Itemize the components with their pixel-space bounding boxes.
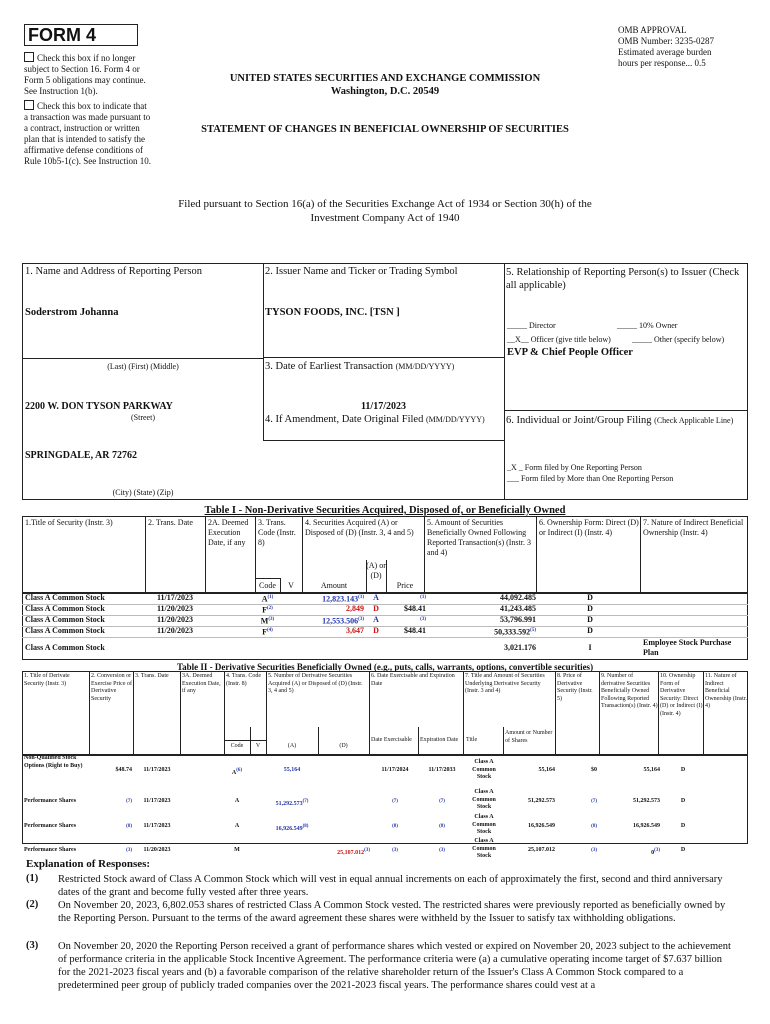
t2-underlying-amount: 55,164 (538, 767, 555, 773)
box4-label-text: 4. If Amendment, Date Original Filed (265, 414, 424, 425)
footnote-ref[interactable]: (5) (530, 628, 536, 633)
footnote-ref[interactable]: (7) (591, 799, 597, 804)
omb-line-1: OMB APPROVAL (618, 25, 687, 35)
t1-owned (452, 626, 536, 638)
t2-trans-code (224, 823, 250, 831)
relationship-officer: __X__ Officer (give title below) (507, 335, 611, 344)
t1-h6: 6. Ownership Form: Direct (D) or Indirect (I) (Instr. 4) (539, 518, 639, 537)
t2-trans-code (224, 847, 250, 855)
omb-approval (618, 25, 748, 69)
t2-code-text: A (234, 798, 240, 804)
t2-expiration-date (420, 767, 464, 775)
t2-owned-text: 55,164 (643, 767, 660, 773)
reporting-person-name: Soderstrom Johanna (25, 307, 119, 318)
footnote-ref[interactable]: (7) (392, 799, 398, 804)
table2-row (22, 815, 748, 839)
t1-amount-text: 12,553.506 (322, 616, 359, 626)
t2-conversion-price (89, 798, 132, 809)
t1-amount (302, 604, 364, 614)
t2-price-text: $0 (591, 767, 597, 773)
t1-a-or-d: A (373, 615, 379, 624)
explanation-note-number: (2) (26, 899, 39, 910)
t1-amount-text: 2,849 (346, 604, 364, 613)
t1-trans-code (255, 604, 280, 616)
reporting-city: SPRINGDALE, AR 72762 (25, 450, 137, 461)
t1-h7: 7. Nature of Indirect Beneficial Ownership (Instr. 4) (643, 518, 744, 537)
t2-acquired (266, 798, 318, 809)
t1-sub-v: V (288, 581, 294, 590)
checkbox-square-icon[interactable] (24, 100, 34, 110)
explanation-note-number: (3) (26, 940, 39, 951)
t1-h4: 4. Securities Acquired (A) or Disposed of (D) (Instr. 3, 4 and 5) (305, 518, 414, 537)
t2-exer-text: 11/17/2024 (381, 767, 409, 773)
t2-h3: 3. Trans. Date (135, 673, 169, 679)
checkbox2-text: Check this box to indicate that a transaction was made pursuant to a contract, instruction or written plan that is intended to satisfy the affirmative defense conditions of Rule 10b5-1(c). See Instruction 10. (24, 101, 151, 166)
t2-expiration-date (420, 798, 464, 809)
agency-name: UNITED STATES SECURITIES AND EXCHANGE COMMISSION (229, 73, 541, 84)
t2-conversion-price (89, 767, 132, 775)
t1-trans-date: 11/17/2023 (156, 593, 193, 602)
footnote-ref[interactable]: (7) (126, 799, 132, 804)
explanation-note-text: Restricted Stock award of Class A Common Stock which will vest in equal annual increments on each of approximately the first, second and third anniversary dates of the grant and become fully vested after three years. (58, 874, 723, 898)
t2-sub-a: (A) (287, 743, 297, 749)
t1-price (386, 604, 426, 614)
t2-acquired-text: 55,164 (283, 767, 301, 773)
t1-ownership-form: D (587, 604, 593, 613)
t2-ownership-form: D (680, 798, 686, 804)
footnote-ref[interactable]: (8) (591, 824, 597, 829)
t1-code-text: A (261, 594, 268, 604)
omb-line-3: Estimated average burden (618, 47, 712, 57)
box1-label: 1. Name and Address of Reporting Person (25, 266, 203, 277)
t1-price-text: $48.41 (404, 604, 426, 613)
table1-row (22, 638, 748, 660)
relationship-ten-pct: _____ 10% Owner (617, 321, 678, 330)
t2-acquired (266, 823, 318, 834)
footnote-ref[interactable]: (8) (126, 824, 132, 829)
explanation-note-text: On November 20, 2020 the Reporting Person received a grant of performance shares which vested or expired on November 20, 2023 subject to the achievement of performance criteria in the applicable Stock Incentive Agreement. The performance criteria were (a) a cumulative operating income target of $7.637 billion for the 2021-2023 fiscal years and (b) a favorable comparison of the relative shareholder return of the Issuer's Class A Common Stock compared to a predetermined peer group of publicly traded companies over the 2021-2023 fiscal years. The performance shares could vest at a (58, 941, 731, 991)
t2-disposed-text: 25,107.012 (337, 850, 365, 856)
t1-h3: 3. Trans. Code (Instr. 8) (258, 518, 296, 547)
t2-owned (602, 798, 660, 806)
t1-h2: 2. Trans. Date (148, 518, 193, 527)
t2-conv-text: $48.74 (115, 767, 132, 773)
checkbox-no-longer-subject[interactable] (24, 52, 152, 97)
t1-amount (302, 593, 364, 605)
t2-disposed (318, 847, 370, 858)
t2-expiration-date (420, 847, 464, 858)
t2-date-exercisable (371, 823, 419, 834)
t1-price (386, 593, 426, 605)
t2-ownership-form: D (680, 767, 686, 773)
officer-title: EVP & Chief People Officer (507, 347, 633, 358)
t2-owned (602, 823, 660, 831)
t1-trans-code (255, 615, 280, 627)
t1-owned (452, 643, 536, 653)
t2-h9: 9. Number of derivative Securities Beneficially Owned Following Reported Transaction(s) (Instr. 4) (601, 673, 658, 709)
t1-a-or-d: D (373, 604, 379, 613)
checkbox-square-icon[interactable] (24, 52, 34, 62)
street-label: (Street) (131, 413, 155, 422)
table1-title: Table I - Non-Derivative Securities Acquired, Disposed of, or Beneficially Owned (204, 505, 566, 516)
t2-sub-code: Code (230, 743, 244, 749)
t2-date-exercisable (371, 798, 419, 809)
t1-ownership-form: D (587, 615, 593, 624)
t1-owned (452, 593, 536, 603)
t2-trans-date: 11/17/2023 (143, 767, 171, 773)
footnote-ref[interactable]: (3) (364, 848, 370, 853)
footnote-ref[interactable]: (3) (591, 848, 597, 853)
footnote-ref[interactable]: (7) (302, 799, 309, 804)
box6-label-text: 6. Individual or Joint/Group Filing (506, 415, 652, 426)
t2-exp-text: 11/17/2033 (428, 767, 456, 773)
box3-format: (MM/DD/YYYY) (395, 362, 455, 371)
footnote-ref[interactable]: (3) (126, 848, 132, 853)
agency-location: Washington, D.C. 20549 (330, 86, 440, 97)
t1-ownership-form: D (587, 593, 593, 602)
t1-owned-text: 44,092.485 (500, 593, 536, 602)
t1-owned (452, 604, 536, 614)
t2-derivative-title: Performance Shares (24, 823, 77, 829)
t2-owned-text: 51,292.573 (633, 798, 660, 804)
explanation-title: Explanation of Responses: (26, 858, 151, 870)
t1-h2a: 2A. Deemed Execution Date, if any (208, 518, 249, 547)
relationship-other: _____ Other (specify below) (632, 335, 725, 344)
t1-ownership-form: I (588, 643, 592, 652)
filing-more-persons: ___ Form filed by More than One Reporting Person (507, 474, 674, 483)
t2-sub-title: Title (466, 737, 478, 743)
t2-derivative-title: Non-Qualified Stock Options (Right to Buy) (24, 755, 83, 769)
t2-date-exercisable (371, 767, 419, 775)
t2-underlying-title: Class A Common Stock (472, 789, 496, 810)
t2-code-text: A (231, 770, 237, 776)
t2-owned (602, 847, 660, 858)
name-parts-label: (Last) (First) (Middle) (107, 362, 179, 371)
checkbox1-text: Check this box if no longer subject to Section 16. Form 4 or Form 5 obligations may continue. See Instruction 1(b). (24, 53, 146, 96)
t2-underlying-title: Class A Common Stock (472, 759, 496, 780)
t1-h5: 5. Amount of Securities Beneficially Owned Following Reported Transaction(s) (Instr. 3 and 4) (427, 518, 531, 557)
t2-trans-code (224, 767, 250, 778)
t2-owned (602, 767, 660, 775)
t2-sub-exer: Date Exercisable (371, 737, 412, 743)
earliest-transaction-date: 11/17/2023 (360, 401, 406, 412)
table2-title: Table II - Derivative Securities Beneficially Owned (e.g., puts, calls, warrants, options, convertible securities) (176, 662, 594, 672)
footnote-ref[interactable]: (8) (439, 824, 445, 829)
footnote-ref[interactable]: (2) (267, 606, 273, 611)
t1-code-text: F (262, 627, 268, 637)
table1-row (22, 626, 748, 637)
issuer-name: TYSON FOODS, INC. [TSN ] (265, 307, 400, 318)
t2-price (557, 767, 597, 775)
t1-amount (302, 626, 364, 636)
table2-row (22, 790, 748, 815)
t2-sub-d: (D) (339, 743, 348, 749)
t1-price (386, 615, 426, 627)
t2-sub-exp: Expiration Date (420, 737, 459, 743)
t1-amount-text: 12,823.143 (322, 594, 359, 604)
t2-expiration-date (420, 823, 464, 834)
footnote-ref[interactable]: (1) (420, 595, 426, 600)
footnote-ref[interactable]: (3) (654, 848, 660, 853)
filed-pursuant-line2: Investment Company Act of 1940 (310, 212, 460, 224)
t1-price (386, 626, 426, 636)
t1-a-or-d: D (373, 626, 379, 635)
t2-h2: 2. Conversion or Exercise Price of Derivative Security (91, 673, 132, 702)
t2-trans-code (224, 798, 250, 806)
checkbox-rule-10b5[interactable] (24, 100, 152, 167)
t1-sub-amount: Amount (320, 581, 348, 590)
filed-pursuant-line1: Filed pursuant to Section 16(a) of the Securities Exchange Act of 1934 or Section 30(h) of the (178, 198, 592, 210)
footnote-ref[interactable]: (6) (236, 768, 243, 773)
footnote-ref[interactable]: (8) (302, 824, 309, 829)
city-label: (City) (State) (Zip) (112, 488, 174, 497)
t2-code-text: A (234, 823, 240, 829)
t2-h11: 11. Nature of Indirect Beneficial Ownership (Instr. 4) (705, 673, 747, 709)
box3-label (265, 361, 503, 372)
box4-label (265, 414, 503, 425)
t1-owned-text: 53,796.991 (500, 615, 536, 624)
footnote-ref[interactable]: (1) (358, 595, 364, 600)
t1-trans-date: 11/20/2023 (156, 615, 193, 624)
table1-row (22, 615, 748, 626)
t2-trans-date: 11/17/2023 (143, 823, 171, 829)
t2-price (557, 847, 597, 858)
t1-h1: 1.Title of Security (Instr. 3) (25, 518, 113, 527)
t2-underlying-title: Class A Common Stock (472, 814, 496, 835)
t1-sub-price: Price (396, 581, 414, 590)
t1-security-title: Class A Common Stock (25, 604, 105, 613)
box6-label (506, 414, 746, 427)
footnote-ref[interactable]: (8) (392, 824, 398, 829)
t2-conversion-price (89, 823, 132, 834)
box5-label: 5. Relationship of Reporting Person(s) to Issuer (Check all applicable) (506, 267, 740, 291)
t1-amount (302, 615, 364, 627)
t1-sub-code: Code (259, 581, 276, 590)
t2-underlying-amount: 25,107.012 (528, 847, 555, 853)
t1-security-title: Class A Common Stock (25, 626, 105, 635)
t2-underlying-title: Class A Common Stock (472, 838, 496, 859)
t2-owned-text: 0 (651, 850, 655, 856)
footnote-ref[interactable]: (1) (267, 595, 274, 600)
table1-row (22, 604, 748, 615)
box6-note: (Check Applicable Line) (654, 416, 734, 425)
reporting-street: 2200 W. DON TYSON PARKWAY (25, 401, 173, 412)
explanation-note-number: (1) (26, 873, 39, 884)
box2-label: 2. Issuer Name and Ticker or Trading Symbol (265, 266, 458, 277)
footnote-ref[interactable]: (4) (267, 628, 273, 633)
form-title: FORM 4 (28, 25, 97, 45)
t1-security-title: Class A Common Stock (25, 643, 105, 652)
t1-security-title: Class A Common Stock (25, 615, 105, 624)
t1-trans-code (255, 593, 280, 605)
footnote-ref[interactable]: (3) (420, 617, 426, 622)
t2-owned-text: 16,926.549 (633, 823, 660, 829)
t2-code-text: M (234, 847, 240, 853)
t2-conversion-price (89, 847, 132, 858)
t2-underlying-amount: 16,926.549 (528, 823, 555, 829)
box4-format: (MM/DD/YYYY) (425, 415, 485, 424)
footnote-ref[interactable]: (3) (358, 617, 364, 622)
t2-h6: 6. Date Exercisable and Expiration Date (371, 673, 455, 687)
footnote-ref[interactable]: (3) (392, 848, 398, 853)
t1-code-text: F (262, 605, 268, 615)
t2-acquired-text: 16,926.549 (275, 826, 303, 832)
omb-line-2: OMB Number: 3235-0287 (618, 36, 714, 46)
t2-h7: 7. Title and Amount of Securities Underlying Derivative Security (Instr. 3 and 4) (465, 673, 545, 694)
t2-trans-date: 11/17/2023 (143, 798, 171, 804)
t2-derivative-title: Performance Shares (24, 798, 77, 804)
t1-price-text: $48.41 (404, 626, 426, 635)
t2-sub-v: V (255, 743, 261, 749)
t1-sub-aord: (A) or (D) (366, 561, 386, 580)
t2-h4: 4. Trans. Code (Instr. 8) (226, 673, 262, 687)
t2-trans-date: 11/20/2023 (143, 847, 171, 853)
t1-nature: Employee Stock Purchase Plan (643, 638, 732, 657)
t1-amount-text: 3,647 (346, 626, 364, 635)
t2-price (557, 823, 597, 834)
relationship-director: _____ Director (507, 321, 556, 330)
t2-price (557, 798, 597, 809)
t1-owned (452, 615, 536, 625)
t2-h8: 8. Price of Derivative Security (Instr. 5) (557, 673, 593, 702)
t1-a-or-d: A (373, 593, 379, 602)
t1-owned-text: 41,243.485 (500, 604, 536, 613)
t2-ownership-form: D (680, 847, 686, 853)
statement-title: STATEMENT OF CHANGES IN BENEFICIAL OWNERSHIP OF SECURITIES (201, 124, 569, 135)
t1-ownership-form: D (587, 626, 593, 635)
omb-line-4: hours per response... 0.5 (618, 58, 706, 68)
t2-derivative-title: Performance Shares (24, 847, 77, 853)
t1-owned-text: 3,021.176 (504, 643, 536, 652)
table1-row (22, 593, 748, 604)
t2-date-exercisable (371, 847, 419, 858)
t1-trans-date: 11/20/2023 (156, 626, 193, 635)
t2-sub-amt: Amount or Number of Shares (505, 730, 553, 744)
footnote-ref[interactable]: (7) (439, 799, 445, 804)
t2-h3a: 3A. Deemed Execution Date, if any (182, 673, 221, 694)
table2-row (22, 755, 748, 790)
footnote-ref[interactable]: (3) (268, 617, 275, 622)
t1-trans-date: 11/20/2023 (156, 604, 193, 613)
t2-ownership-form: D (680, 823, 686, 829)
t2-h5: 5. Number of Derivative Securities Acquired (A) or Disposed of (D) (Instr. 3, 4 and 5) (268, 673, 363, 694)
t1-code-text: M (260, 616, 269, 626)
t2-h1: 1. Title of Derivate Security (Instr. 3) (24, 673, 70, 687)
t2-underlying-amount: 51,292.573 (528, 798, 555, 804)
t2-acquired-text: 51,292.573 (275, 801, 303, 807)
explanation-note-text: On November 20, 2023, 6,802.053 shares of restricted Class A Common Stock vested. The restricted shares were previously reported as beneficially owned by the Reporting Person. Pursuant to the terms of the award agreement these shares were withheld by the Issuer to satisfy tax withholding obligations. (58, 900, 726, 924)
t1-owned-text: 50,333.592 (494, 627, 531, 637)
filing-one-person: _X _ Form filed by One Reporting Person (507, 463, 642, 472)
t2-acquired (266, 767, 318, 775)
t1-security-title: Class A Common Stock (25, 593, 105, 602)
t1-trans-code (255, 626, 280, 638)
footnote-ref[interactable]: (3) (439, 848, 445, 853)
t2-h10: 10. Ownership Form of Derivative Security: Direct (D) or Indirect (I) (Instr. 4) (660, 673, 703, 717)
box3-label-text: 3. Date of Earliest Transaction (265, 361, 394, 372)
